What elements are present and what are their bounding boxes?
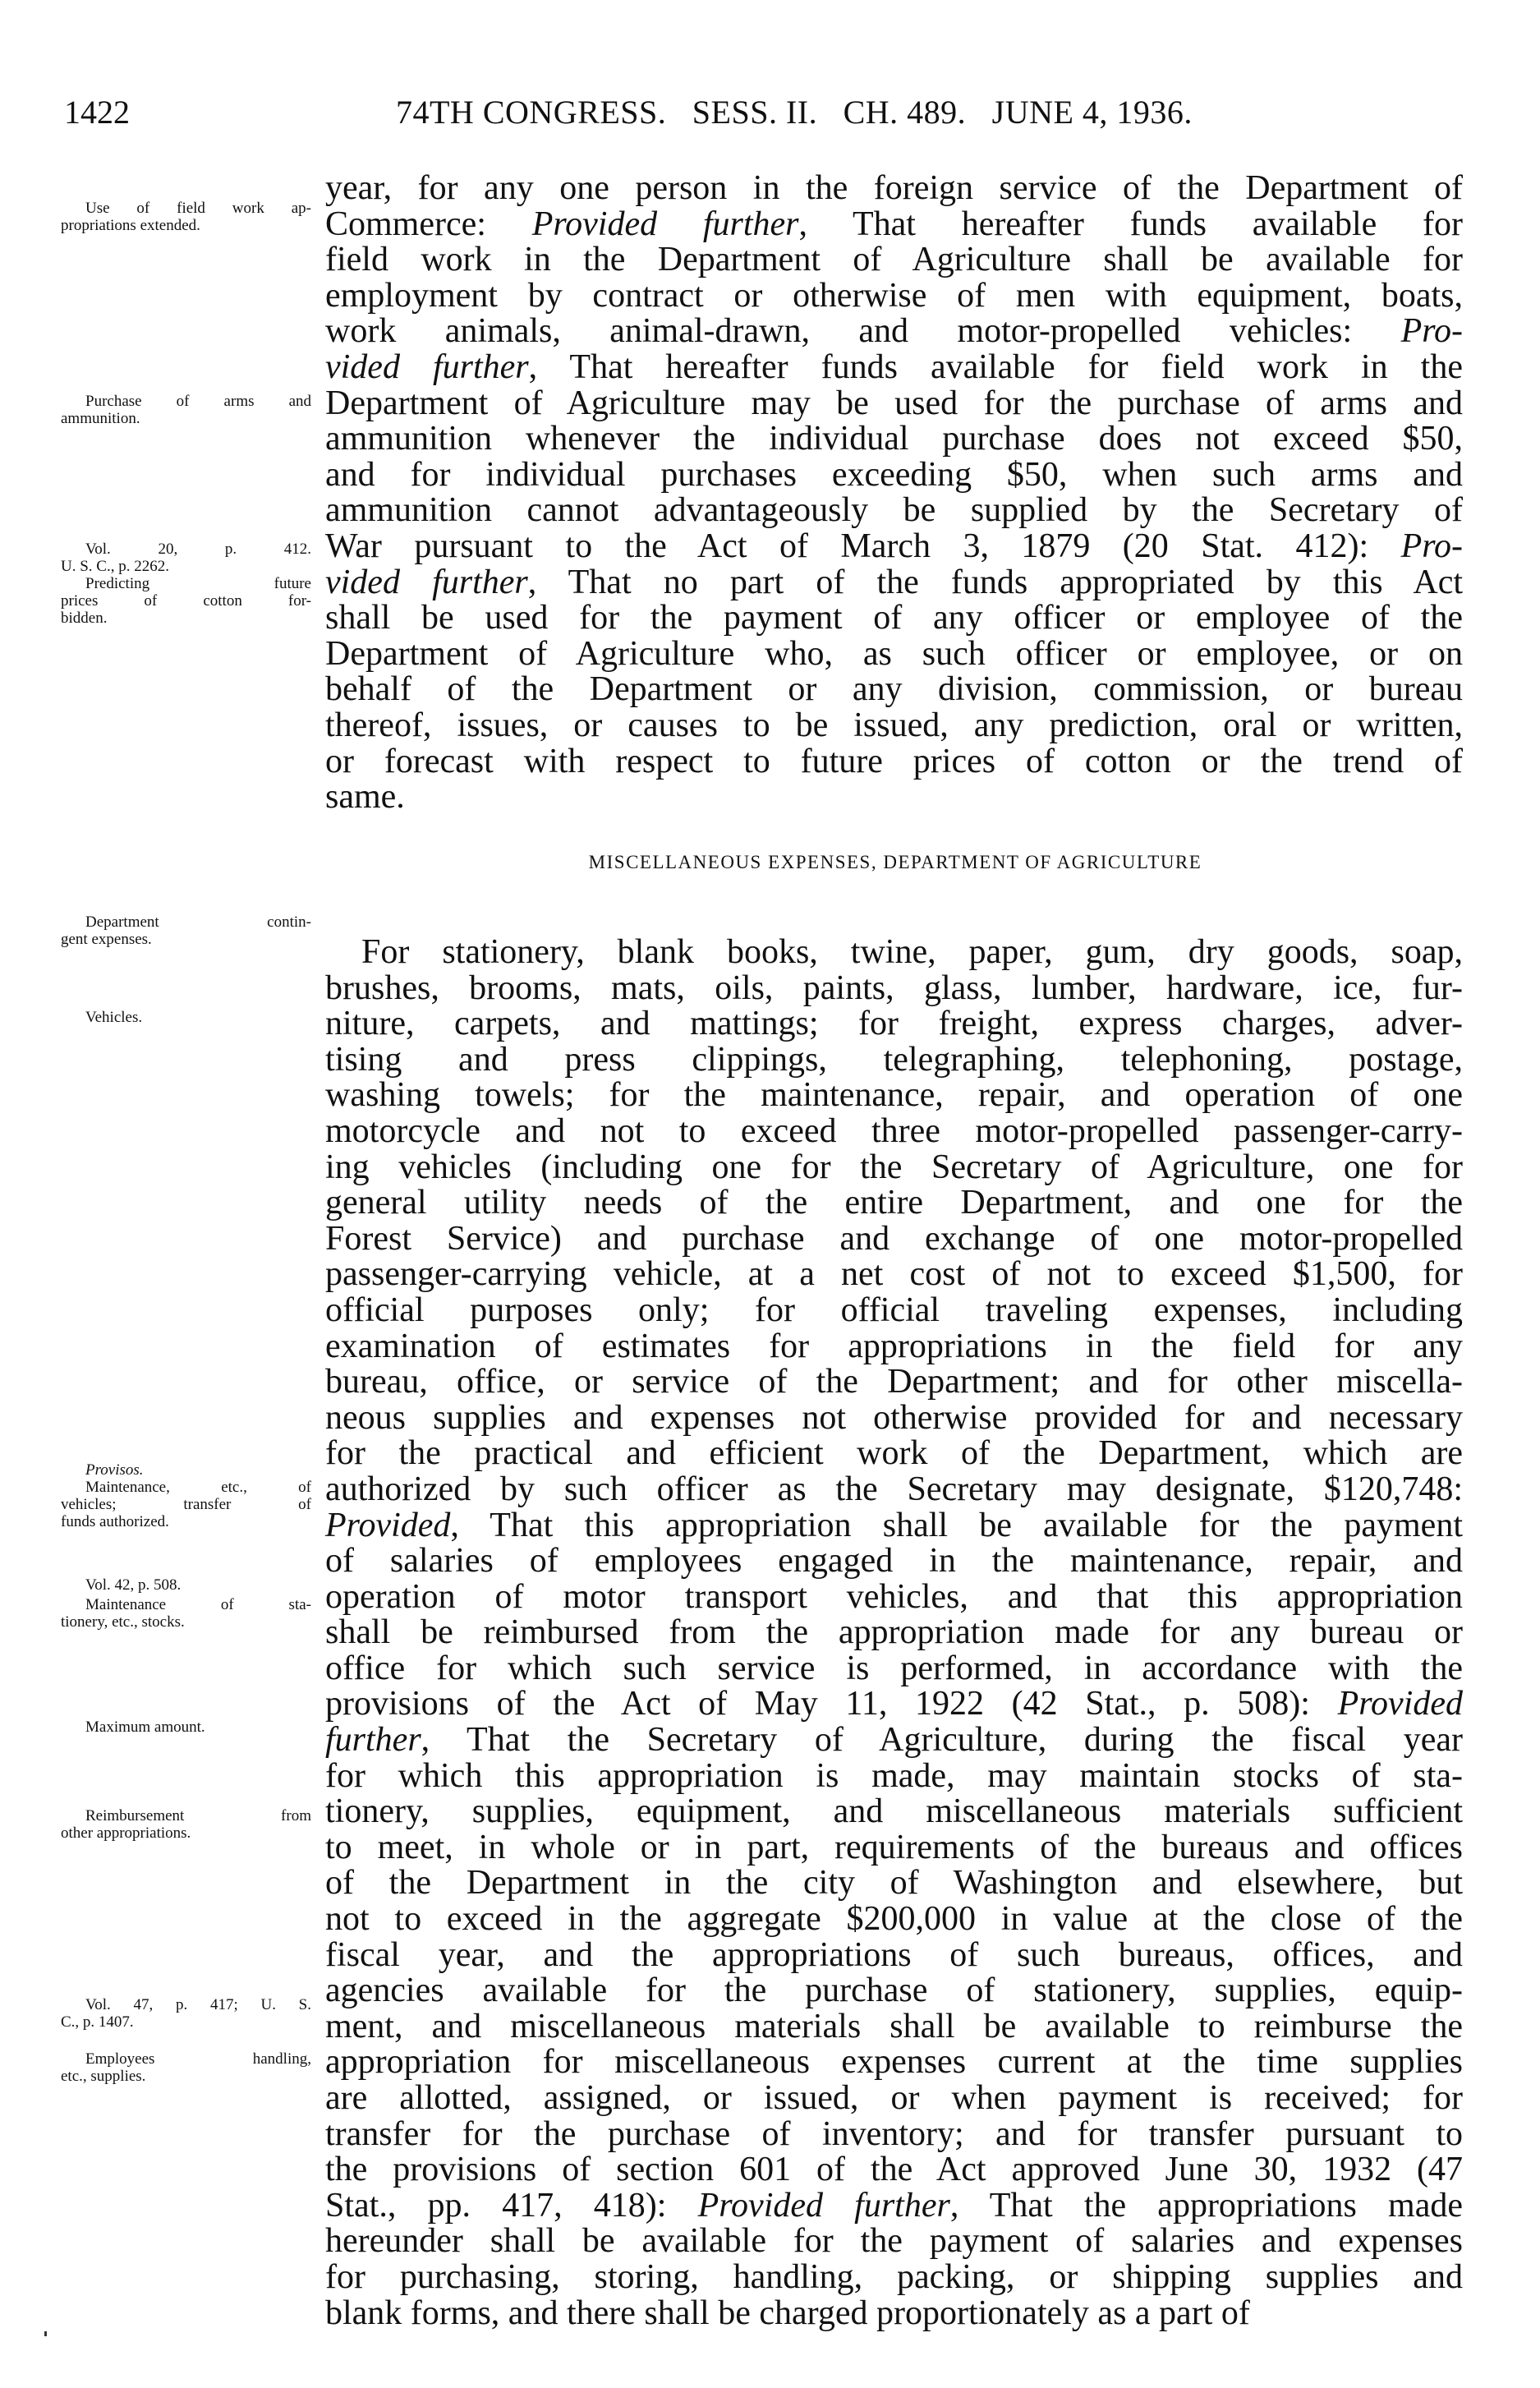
chapter: CH. 489.: [843, 94, 967, 131]
text-line: vided further, That hereafter funds available for field work in the: [325, 347, 1463, 386]
text-line: motorcycle and not to exceed three motor-propelled passenger-carry-: [325, 1111, 1463, 1150]
text-line: work animals, animal-drawn, and motor-propelled vehicles: Pro-: [325, 312, 1463, 351]
text-line: Department of Agriculture may be used for the purchase of arms and: [325, 384, 1463, 422]
text-line: shall be reimbursed from the appropriation made for any bureau or: [325, 1613, 1463, 1652]
text-line: War pursuant to the Act of March 3, 1879 (20 Stat. 412): Pro-: [325, 527, 1463, 565]
text-line: ammunition cannot advantageously be supplied by the Secretary of: [325, 491, 1463, 530]
margin-note: Maintenance of sta- tionery, etc., stocks.: [61, 1596, 311, 1631]
margin-note: Department contin- gent expenses.: [61, 913, 311, 948]
text-line: tionery, supplies, equipment, and miscellaneous materials sufficient: [325, 1792, 1463, 1831]
text-line: are allotted, assigned, or issued, or when payment is received; for: [325, 2079, 1463, 2117]
margin-note: Maximum amount.: [85, 1719, 205, 1736]
text-line: year, for any one person in the foreign service of the Department of: [325, 169, 1463, 207]
text-line: vided further, That no part of the funds appropriated by this Act: [325, 563, 1464, 601]
margin-note: Maintenance, etc., of vehicles; transfer of funds authorized.: [61, 1479, 311, 1530]
text-line: ment, and miscellaneous materials shall be available to reimburse the: [325, 2007, 1463, 2045]
margin-note: Provisos.: [85, 1461, 144, 1479]
italic-proviso: Pro-: [1400, 527, 1463, 565]
text-line: for purchasing, storing, handling, packing, or shipping supplies and: [325, 2257, 1463, 2296]
italic-proviso: Pro-: [1400, 312, 1463, 351]
text-line: washing towels; for the maintenance, repair, and operation of one: [325, 1076, 1463, 1115]
text-line: field work in the Department of Agriculture shall be available for: [325, 241, 1463, 279]
italic-proviso: further: [325, 1721, 421, 1760]
date: JUNE 4, 1936.: [991, 94, 1193, 131]
text-line: Commerce: Provided further, That hereafter funds available for: [325, 205, 1464, 243]
text-line: office for which such service is performed, in accordance with the: [325, 1649, 1463, 1687]
text-line: brushes, brooms, mats, oils, paints, glass, lumber, hardware, ice, fur-: [325, 969, 1463, 1007]
text-line: of salaries of employees engaged in the maintenance, repair, and: [325, 1542, 1463, 1580]
text-line: employment by contract or otherwise of men with equipment, boats,: [325, 276, 1463, 315]
italic-proviso: vided further: [325, 347, 529, 386]
margin-note: Vol. 42, p. 508.: [85, 1576, 182, 1594]
text-line: general utility needs of the entire Department, and one for the: [325, 1184, 1463, 1222]
text-line: official purposes only; for official traveling expenses, including: [325, 1291, 1463, 1329]
main-text-para2: [325, 935, 1463, 2331]
text-line: not to exceed in the aggregate $200,000 in value at the close of the: [325, 1900, 1463, 1939]
session: SESS. II.: [692, 94, 818, 131]
text-line: behalf of the Department or any division, commission, or bureau: [325, 670, 1463, 709]
text-line: fiscal year, and the appropriations of such bureaus, offices, and: [325, 1935, 1463, 1974]
margin-note: Vol. 20, p. 412. U. S. C., p. 2262.: [61, 541, 311, 575]
italic-proviso: vided further: [325, 563, 528, 601]
italic-proviso: Provided: [325, 1506, 451, 1544]
text-line: bureau, office, or service of the Department; and for other miscella-: [325, 1363, 1463, 1401]
text-line: agencies available for the purchase of stationery, supplies, equip-: [325, 1972, 1463, 2010]
text-line: examination of estimates for appropriations in the field for any: [325, 1327, 1463, 1365]
text-line: same.: [325, 778, 405, 817]
text-line: further, That the Secretary of Agriculture, during the fiscal year: [325, 1721, 1463, 1760]
text-line: Department of Agriculture who, as such officer or employee, or on: [325, 634, 1463, 673]
text-line: the provisions of section 601 of the Act approved June 30, 1932 (47: [325, 2151, 1463, 2189]
text-line: for which this appropriation is made, may maintain stocks of sta-: [325, 1756, 1463, 1795]
margin-note: Vehicles.: [85, 1009, 143, 1026]
text-line: authorized by such officer as the Secretary may designate, $120,748:: [325, 1470, 1463, 1508]
text-line: Provided, That this appropriation shall be available for the payment: [325, 1506, 1463, 1544]
text-line: tising and press clippings, telegraphing, telephoning, postage,: [325, 1040, 1463, 1079]
text-line: to meet, in whole or in part, requirements of the bureaus and offices: [325, 1828, 1463, 1866]
text-line: provisions of the Act of May 11, 1922 (42 Stat., p. 508): Provided: [325, 1685, 1463, 1723]
italic-proviso: Provided: [1337, 1685, 1463, 1723]
congress: 74TH CONGRESS.: [396, 94, 667, 131]
text-line: or forecast with respect to future prices of cotton or the trend of: [325, 742, 1463, 780]
italic-proviso: Provided further: [697, 2186, 950, 2225]
text-line: hereunder shall be available for the payment of salaries and expenses: [325, 2222, 1463, 2261]
text-line: Forest Service) and purchase and exchange of one motor-propelled: [325, 1219, 1463, 1258]
scan-speck: [44, 2331, 47, 2336]
margin-note: Reimbursement from other appropriations.: [61, 1807, 311, 1842]
margin-note: Use of field work ap- propriations extended.: [61, 200, 311, 234]
section-heading: MISCELLANEOUS EXPENSES, DEPARTMENT OF AGRICULTURE: [588, 852, 1202, 872]
main-text-para1: [325, 171, 1463, 816]
text-line: ammunition whenever the individual purchase does not exceed $50,: [325, 420, 1463, 458]
margin-note: Employees handling, etc., supplies.: [61, 2050, 311, 2085]
text-line: for the practical and efficient work of the Department, which are: [325, 1434, 1463, 1473]
text-line: Stat., pp. 417, 418): Provided further, That the appropriations made: [325, 2186, 1464, 2225]
text-line: shall be used for the payment of any officer or employee of the: [325, 599, 1463, 637]
margin-note: Purchase of arms and ammunition.: [61, 393, 311, 427]
text-line: For stationery, blank books, twine, paper, gum, dry goods, soap,: [361, 933, 1463, 971]
text-line: neous supplies and expenses not otherwise provided for and necessary: [325, 1398, 1463, 1437]
text-line: blank forms, and there shall be charged proportionately as a part of: [325, 2294, 1250, 2332]
margin-note: Vol. 47, p. 417; U. S. C., p. 1407.: [61, 1996, 311, 2031]
text-line: appropriation for miscellaneous expenses current at the time supplies: [325, 2043, 1463, 2082]
text-line: thereof, issues, or causes to be issued, any prediction, oral or written,: [325, 706, 1463, 744]
page-number: 1422: [64, 94, 130, 131]
text-line: ing vehicles (including one for the Secretary of Agriculture, one for: [325, 1148, 1463, 1186]
text-line: operation of motor transport vehicles, and that this appropriation: [325, 1577, 1463, 1616]
italic-proviso: Provided further: [531, 205, 799, 243]
margin-note: Predicting future prices of cotton for- bidden.: [61, 575, 311, 627]
page-header: [0, 92, 1540, 133]
text-line: of the Department in the city of Washington and elsewhere, but: [325, 1864, 1463, 1903]
text-line: and for individual purchases exceeding $50, when such arms and: [325, 455, 1463, 494]
text-line: niture, carpets, and mattings; for freight, express charges, adver-: [325, 1005, 1463, 1043]
text-line: transfer for the purchase of inventory; and for transfer pursuant to: [325, 2114, 1463, 2153]
running-head: [396, 92, 1193, 133]
text-line: passenger-carrying vehicle, at a net cost of not to exceed $1,500, for: [325, 1255, 1463, 1294]
